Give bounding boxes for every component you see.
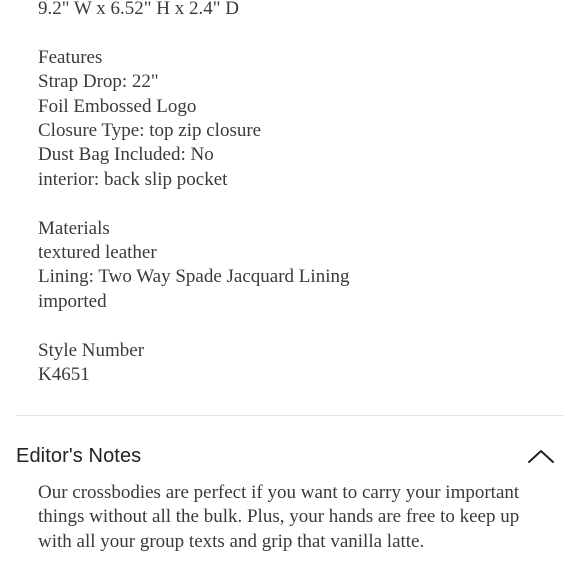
- dimensions-group: [38, 0, 558, 21]
- material-item: imported: [38, 290, 107, 312]
- product-details-section: [38, 0, 558, 412]
- materials-heading: Materials: [38, 217, 110, 239]
- dimensions-text: 9.2" W x 6.52" H x 2.4" D: [38, 0, 239, 19]
- editors-notes-accordion-header[interactable]: [16, 440, 564, 472]
- feature-item: Closure Type: top zip closure: [38, 120, 262, 142]
- editors-notes-title: Editor's Notes: [16, 444, 142, 467]
- style-number-value: K4651: [38, 364, 90, 386]
- style-number-group: [38, 339, 558, 388]
- feature-item: interior: back slip pocket: [38, 168, 228, 190]
- feature-item: Dust Bag Included: No: [38, 144, 214, 166]
- materials-group: [38, 217, 558, 315]
- style-number-heading: Style Number: [38, 339, 145, 361]
- feature-item: Strap Drop: 22": [38, 71, 159, 93]
- feature-item: Foil Embossed Logo: [38, 95, 197, 117]
- section-divider: [16, 415, 564, 416]
- material-item: Lining: Two Way Spade Jacquard Lining: [38, 266, 350, 288]
- material-item: textured leather: [38, 242, 157, 264]
- features-group: [38, 46, 558, 192]
- features-heading: Features: [38, 46, 103, 68]
- editors-notes-body: Our crossbodies are perfect if you want to carry your important things without all the bulk. Plus, your hands are free to keep up with all your group texts and grip that vanilla latte.: [38, 482, 520, 552]
- chevron-up-icon[interactable]: [526, 446, 556, 466]
